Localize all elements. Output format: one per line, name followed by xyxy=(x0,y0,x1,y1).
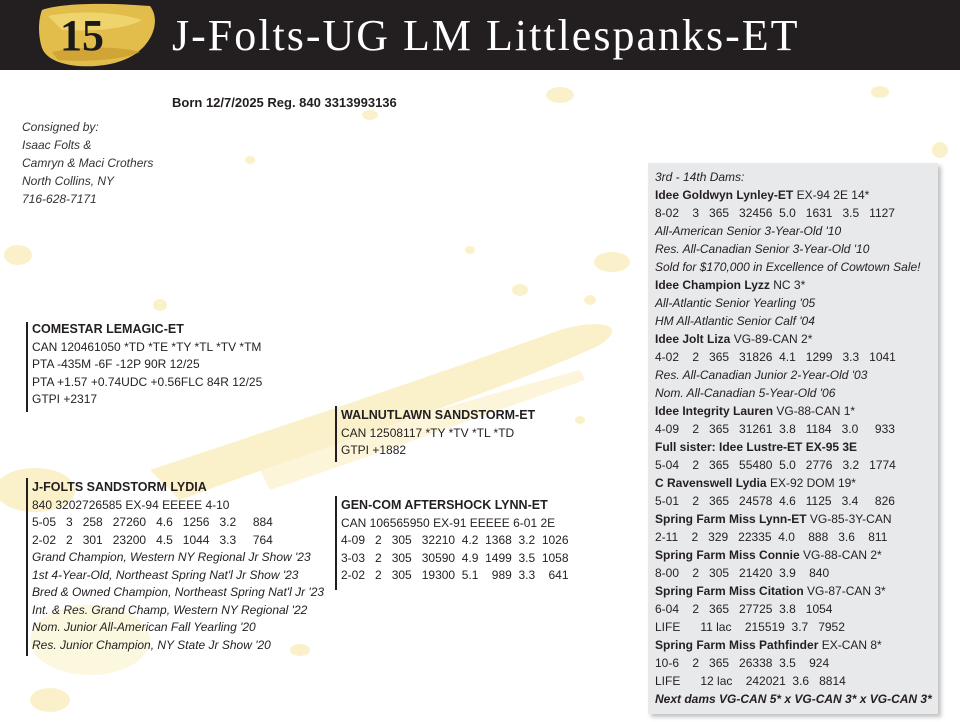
ancestor-name: Idee Goldwyn Lynley-ET xyxy=(655,188,794,202)
production-record: 6-04 2 365 27725 3.8 1054 xyxy=(655,602,833,616)
ancestor-note: Res. All-Canadian Senior 3-Year-Old '10 xyxy=(655,242,870,256)
consignor-info xyxy=(22,118,153,208)
dam-ancestor-name xyxy=(655,546,932,564)
dam-award: Grand Champion, Western NY Regional Jr Show '23 xyxy=(32,550,311,564)
dam-ancestor-name xyxy=(655,330,932,348)
sire-block xyxy=(32,321,262,409)
sire-name: COMESTAR LEMAGIC-ET xyxy=(32,322,184,336)
dam-record: 5-05 3 258 27260 4.6 1256 3.2 884 xyxy=(32,515,273,529)
ancestor-note: All-American Senior 3-Year-Old '10 xyxy=(655,224,842,238)
ancestor-note: Next dams VG-CAN 5* x VG-CAN 3* x VG-CAN 3* xyxy=(655,692,932,706)
dam-ancestor-name xyxy=(655,276,932,294)
ancestor-classification: NC 3* xyxy=(769,278,806,292)
dam-award: Int. & Res. Grand Champ, Western NY Regional '22 xyxy=(32,602,308,617)
mgs-detail: CAN 12508117 *TY *TV *TL *TD xyxy=(341,425,515,440)
dam-ancestor-name xyxy=(655,402,932,420)
sire-detail: GTPI +2317 xyxy=(32,392,98,406)
production-record: 2-11 2 329 22335 4.0 888 3.6 811 xyxy=(655,530,888,544)
dam-detail: 840 3202726585 EX-94 EEEEE 4-10 xyxy=(32,497,230,512)
dam-award: 1st 4-Year-Old, Northeast Spring Nat'l Jr Show '23 xyxy=(32,567,299,582)
sire-detail: PTA +1.57 +0.74UDC +0.56FLC 84R 12/25 xyxy=(32,374,263,389)
dam-ancestor-name xyxy=(655,582,932,600)
ancestor-name: C Ravenswell Lydia xyxy=(655,476,767,490)
pedigree-line-mgs xyxy=(335,406,337,462)
ancestor-classification: EX-92 DOM 19* xyxy=(766,476,856,490)
production-record: 4-09 2 365 31261 3.8 1184 3.0 933 xyxy=(655,422,895,436)
dam-award: Res. Junior Champion, NY State Jr Show '20 xyxy=(32,637,271,652)
ancestor-name: Idee Integrity Lauren xyxy=(655,404,774,418)
granddam-record: 3-03 2 305 30590 4.9 1499 3.5 1058 xyxy=(341,550,569,565)
ancestor-note: Nom. All-Canadian 5-Year-Old '06 xyxy=(655,386,836,400)
ancestor-note: Sold for $170,000 in Excellence of Cowtown Sale! xyxy=(655,260,921,274)
production-record: 4-02 2 365 31826 4.1 1299 3.3 1041 xyxy=(655,350,896,364)
ancestor-name: Spring Farm Miss Pathfinder xyxy=(655,638,819,652)
dam-record: 2-02 2 301 23200 4.5 1044 3.3 764 xyxy=(32,532,273,547)
ancestor-classification: VG-87-CAN 3* xyxy=(803,584,886,598)
mgs-name: WALNUTLAWN SANDSTORM-ET xyxy=(341,408,536,422)
animal-title: J-Folts-UG LM Littlespanks-ET xyxy=(172,11,800,60)
ancestor-name: Spring Farm Miss Lynn-ET xyxy=(655,512,807,526)
granddam-detail: CAN 106565950 EX-91 EEEEE 6-01 2E xyxy=(341,515,556,530)
production-record: LIFE 11 lac 215519 3.7 7952 xyxy=(655,620,845,634)
pedigree-line-dam xyxy=(26,478,28,656)
pedigree-line-sire xyxy=(26,322,28,412)
ancestor-name: Idee Jolt Liza xyxy=(655,332,731,346)
granddam-record: 4-09 2 305 32210 4.2 1368 3.2 1026 xyxy=(341,533,569,547)
granddam-name: GEN-COM AFTERSHOCK LYNN-ET xyxy=(341,498,548,512)
dam-ancestor-name xyxy=(655,510,932,528)
production-record: 8-00 2 305 21420 3.9 840 xyxy=(655,566,830,580)
granddam-record: 2-02 2 305 19300 5.1 989 3.3 641 xyxy=(341,568,569,582)
dam-ancestor-name xyxy=(655,186,932,204)
ancestor-note: All-Atlantic Senior Yearling '05 xyxy=(655,296,816,310)
dam-name: J-FOLTS SANDSTORM LYDIA xyxy=(32,480,207,494)
mgs-detail: GTPI +1882 xyxy=(341,443,407,457)
dams-list xyxy=(655,168,932,708)
dam-ancestor-name xyxy=(655,636,932,654)
birth-registration: Born 12/7/2025 Reg. 840 3313993136 xyxy=(172,95,397,110)
ancestor-classification: VG-89-CAN 2* xyxy=(730,332,813,346)
maternal-grandsire-block xyxy=(341,407,535,460)
ancestor-classification: EX-CAN 8* xyxy=(818,638,882,652)
production-record: LIFE 12 lac 242021 3.6 8814 xyxy=(655,674,846,688)
ancestor-note: Res. All-Canadian Junior 2-Year-Old '03 xyxy=(655,368,868,382)
pedigree-line-granddam xyxy=(335,496,337,590)
dam-award: Bred & Owned Champion, Northeast Spring Nat'l Jr '23 xyxy=(32,585,325,599)
sire-detail: PTA -435M -6F -12P 90R 12/25 xyxy=(32,357,200,371)
ancestor-classification: VG-85-3Y-CAN xyxy=(806,512,892,526)
sire-detail: CAN 120461050 *TD *TE *TY *TL *TV *TM xyxy=(32,339,262,354)
dam-award: Nom. Junior All-American Fall Yearling '20 xyxy=(32,620,256,634)
consignor-line: North Collins, NY xyxy=(22,174,115,188)
consignor-line: Camryn & Maci Crothers xyxy=(22,156,154,170)
ancestor-name: Spring Farm Miss Connie xyxy=(655,548,800,562)
ancestor-classification: VG-88-CAN 1* xyxy=(773,404,856,418)
consignor-line: Consigned by: xyxy=(22,120,99,134)
production-record: 8-02 3 365 32456 5.0 1631 3.5 1127 xyxy=(655,206,895,220)
dam-block xyxy=(32,479,324,654)
lot-number: 15 xyxy=(60,11,104,60)
consignor-line: 716-628-7171 xyxy=(22,192,97,206)
ancestor-classification: VG-88-CAN 2* xyxy=(799,548,882,562)
ancestor-classification: EX-94 2E 14* xyxy=(793,188,870,202)
ancestor-name: Spring Farm Miss Citation xyxy=(655,584,804,598)
granddam-block xyxy=(341,497,569,585)
dams-heading: 3rd - 14th Dams: xyxy=(655,170,745,184)
dam-ancestor-name xyxy=(655,474,932,492)
ancestor-name: Idee Champion Lyzz xyxy=(655,278,770,292)
production-record: 5-04 2 365 55480 5.0 2776 3.2 1774 xyxy=(655,458,896,472)
production-record: 5-01 2 365 24578 4.6 1125 3.4 826 xyxy=(655,494,895,508)
consignor-line: Isaac Folts & xyxy=(22,138,92,152)
ancestor-note: HM All-Atlantic Senior Calf '04 xyxy=(655,314,815,328)
production-record: 10-6 2 365 26338 3.5 924 xyxy=(655,656,830,670)
ancestor-note: Full sister: Idee Lustre-ET EX-95 3E xyxy=(655,440,858,454)
